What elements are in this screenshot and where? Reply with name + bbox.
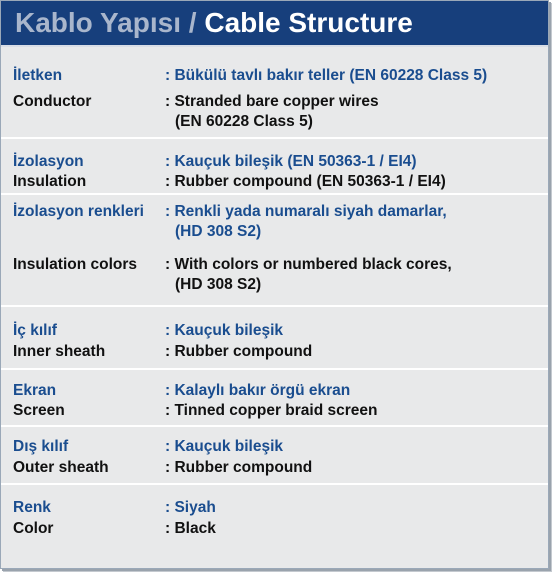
screen-en-value: : Tinned copper braid screen: [165, 402, 378, 419]
insulation-colors-en-value: : With colors or numbered black cores,: [165, 256, 452, 273]
color-en-label: Color: [13, 520, 54, 537]
conductor-tr-label: İletken: [13, 67, 63, 84]
section-color: [1, 485, 548, 565]
conductor-tr-value: : Bükülü tavlı bakır teller (EN 60228 Class 5): [165, 67, 488, 84]
screen-tr-value: : Kalaylı bakır örgü ekran: [165, 382, 351, 399]
screen-tr-label: Ekran: [13, 382, 57, 399]
insulation-colors-tr-value: : Renkli yada numaralı siyah damarlar,: [165, 203, 447, 220]
insulation-colors-tr-continuation: (HD 308 S2): [175, 223, 262, 240]
outer-sheath-en-value: : Rubber compound: [165, 459, 313, 476]
color-tr-value: : Siyah: [165, 499, 216, 516]
conductor-en-value: : Stranded bare copper wires: [165, 93, 379, 110]
section-inner-sheath: [1, 307, 548, 370]
outer-sheath-tr-value: : Kauçuk bileşik: [165, 438, 284, 455]
title-turkish: Kablo Yapısı: [15, 7, 181, 38]
inner-sheath-tr-label: İç kılıf: [13, 322, 57, 339]
insulation-colors-en-continuation: (HD 308 S2): [175, 276, 262, 293]
section-outer-sheath: [1, 427, 548, 485]
inner-sheath-en-label: Inner sheath: [13, 343, 106, 360]
outer-sheath-tr-label: Dış kılıf: [13, 438, 69, 455]
insulation-tr-value: : Kauçuk bileşik (EN 50363-1 / EI4): [165, 153, 417, 170]
title-english: Cable Structure: [204, 7, 413, 38]
color-en-value: : Black: [165, 520, 216, 537]
insulation-en-label: Insulation: [13, 173, 87, 190]
section-conductor: [1, 47, 548, 139]
outer-sheath-en-label: Outer sheath: [13, 459, 109, 476]
title-separator: /: [188, 7, 197, 38]
section-insulation: [1, 139, 548, 195]
section-screen: [1, 370, 548, 427]
color-tr-label: Renk: [13, 499, 51, 516]
insulation-colors-tr-label: İzolasyon renkleri: [13, 203, 144, 220]
inner-sheath-tr-value: : Kauçuk bileşik: [165, 322, 284, 339]
inner-sheath-en-value: : Rubber compound: [165, 343, 313, 360]
conductor-en-label: Conductor: [13, 93, 92, 110]
screen-en-label: Screen: [13, 402, 65, 419]
section-insulation-colors: [1, 195, 548, 307]
insulation-en-value: : Rubber compound (EN 50363-1 / EI4): [165, 173, 446, 190]
panel-title: [1, 1, 548, 47]
conductor-en-continuation: (EN 60228 Class 5): [175, 113, 313, 130]
insulation-tr-label: İzolasyon: [13, 153, 84, 170]
insulation-colors-en-label: Insulation colors: [13, 256, 138, 273]
